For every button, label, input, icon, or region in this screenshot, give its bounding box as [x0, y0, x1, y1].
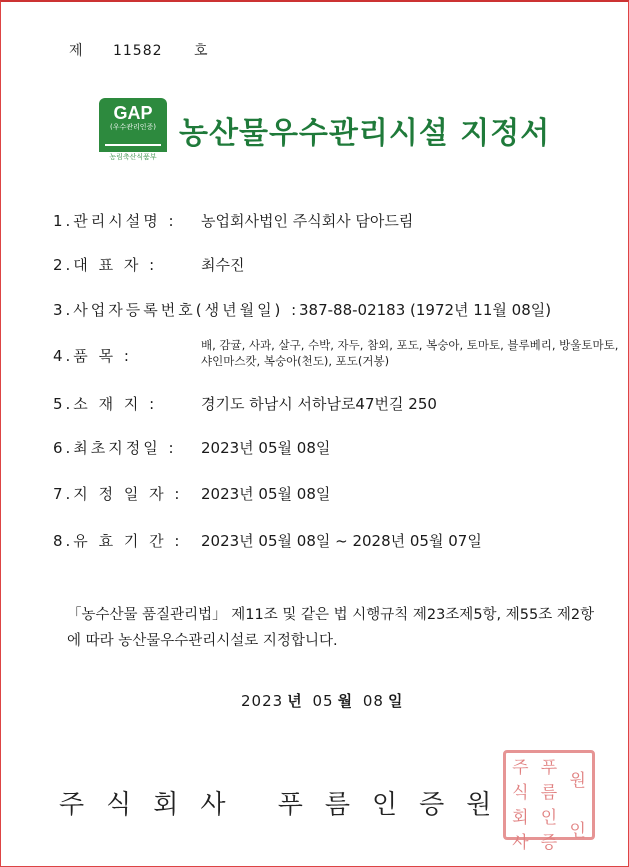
- cert-number-prefix: 제: [69, 43, 84, 59]
- issue-month: 05: [312, 692, 334, 710]
- seal-char: 푸름: [540, 758, 558, 803]
- seal-char: 주식: [512, 758, 529, 803]
- cert-number-suffix: 호: [193, 43, 209, 59]
- gap-logo-name: GAP: [113, 103, 153, 123]
- issuer-name: 주식회사 푸름인증원: [59, 790, 514, 820]
- field-label: 7.지 정 일 자 :: [53, 485, 183, 503]
- field-representative: [53, 254, 245, 275]
- field-value: 2023년 05월 08일 ~ 2028년 05월 07일: [201, 532, 482, 550]
- field-value: 2023년 05월 08일: [201, 439, 331, 457]
- field-items: [53, 338, 619, 368]
- field-label: 3.사업자등록번호(생년월일) :: [53, 301, 300, 319]
- gap-logo: [99, 98, 167, 160]
- field-location: [53, 393, 437, 414]
- issue-year-unit: 년: [287, 692, 303, 710]
- seal-char: 회사: [512, 808, 529, 853]
- gap-logo-agency: 농림축산식품부: [99, 152, 167, 162]
- gap-logo-bar: [105, 144, 161, 146]
- issue-date: [241, 690, 407, 711]
- issue-year: 2023: [241, 692, 284, 710]
- cert-number-value: 11582: [112, 43, 163, 59]
- document-title: 농산물우수관리시설 지정서: [179, 116, 551, 151]
- field-business-number: [53, 299, 552, 320]
- seal-char: 인증: [540, 808, 558, 853]
- issue-day-unit: 일: [387, 692, 404, 710]
- field-value: 농업회사법인 주식회사 담아드림: [201, 212, 414, 230]
- field-label: 5.소 재 지 :: [53, 395, 158, 413]
- certificate-number: [69, 40, 209, 60]
- legal-statement: 「농수산물 품질관리법」 제11조 및 같은 법 시행규칙 제23조제5항, 제55조 제2항에 따라 농산물우수관리시설로 지정합니다.: [67, 607, 595, 649]
- field-label: 4.품 목 :: [53, 347, 132, 365]
- gap-logo-sub: (우수관리인증): [109, 123, 157, 131]
- seal-char: 인: [569, 820, 586, 841]
- field-value: 최수진: [201, 256, 245, 274]
- field-designation-date: [53, 483, 331, 504]
- field-value: 2023년 05월 08일: [201, 485, 331, 503]
- field-label: 1.관리시설명 :: [53, 212, 177, 230]
- seal-char: 원: [569, 770, 586, 791]
- field-value: 경기도 하남시 서하남로47번길 250: [201, 395, 437, 413]
- issue-day: 08: [362, 692, 384, 710]
- field-value: 배, 감귤, 사과, 살구, 수박, 자두, 참외, 포도, 복숭아, 토마토, 블루베리, 방울토마토, 샤인마스캇, 복숭아(천도), 포도(거봉): [201, 338, 619, 368]
- field-label: 6.최초지정일 :: [53, 439, 177, 457]
- field-facility-name: [53, 210, 414, 231]
- field-validity-period: [53, 530, 482, 551]
- issue-month-unit: 월: [337, 692, 354, 710]
- field-value: 387-88-02183 (1972년 11월 08일): [299, 301, 552, 319]
- field-first-designation-date: [53, 437, 331, 458]
- field-label: 2.대 표 자 :: [53, 256, 158, 274]
- official-seal-stamp: [503, 750, 595, 853]
- field-label: 8.유 효 기 간 :: [53, 532, 183, 550]
